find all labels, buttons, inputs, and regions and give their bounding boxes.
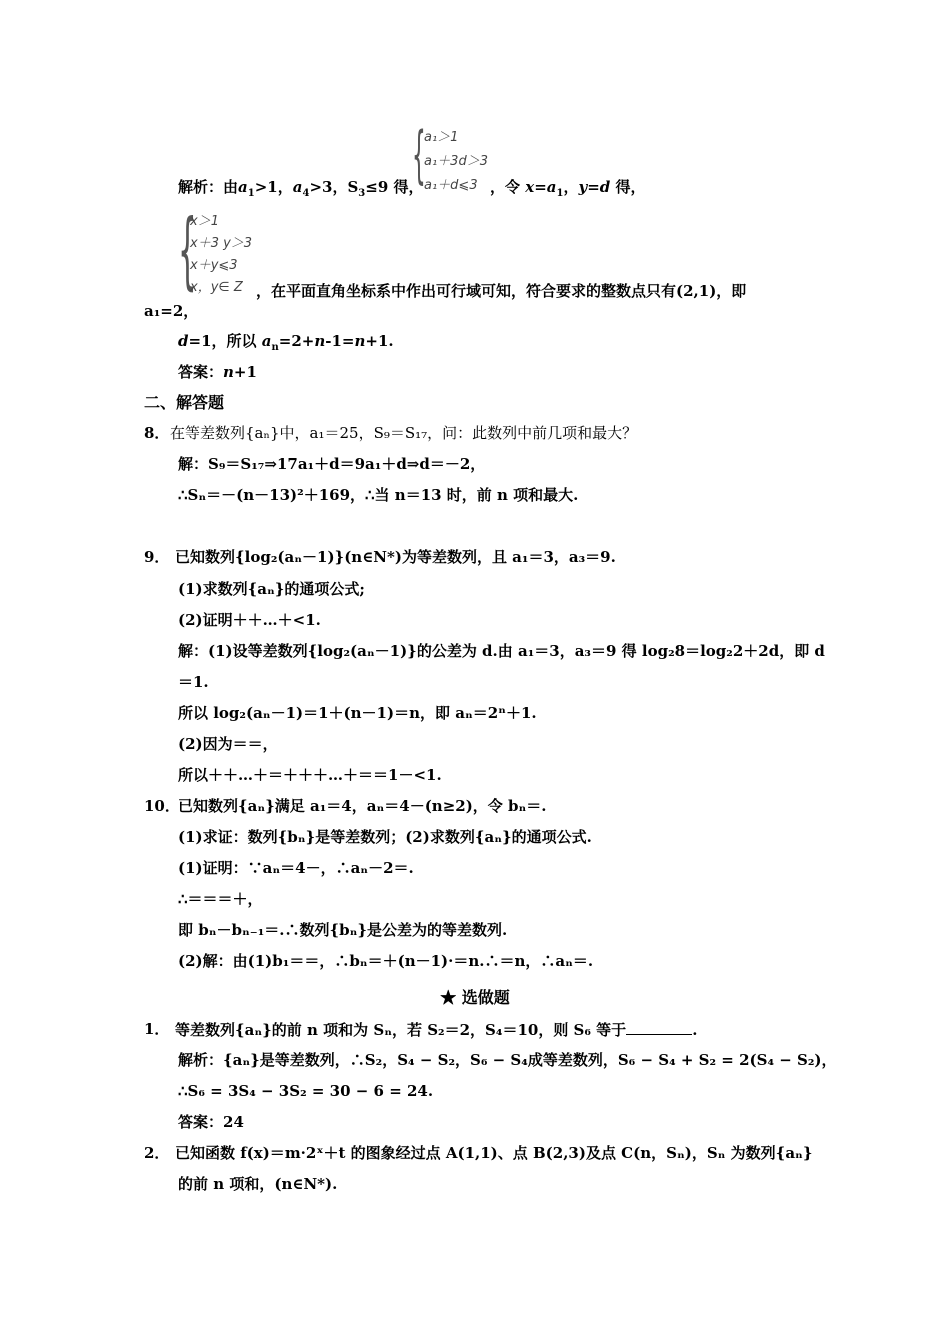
system-row: a₁＞1: [424, 130, 459, 145]
system-row: a₁＋d⩽3: [424, 178, 478, 193]
q8-question: 在等差数列{aₙ}中，a₁＝25，S₉＝S₁₇，问：此数列中前几项和最大？: [170, 424, 638, 442]
system-row: x，y∈ Z: [190, 280, 243, 295]
system-row: x＋3 y＞3: [190, 236, 253, 251]
q9-solution-1: 解：(1)设等差数列{log₂(aₙ－1)}的公差为 d.由 a₁＝3，a₃＝9 得 log₂8＝log₂2＋2d，即 d: [178, 642, 825, 660]
inequality-system-1: [412, 118, 502, 194]
optional-section-title: ★ 选做题: [440, 988, 510, 1007]
q8-solution-2: ∴Sₙ＝－(n－13)²＋169，∴当 n＝13 时，前 n 项和最大.: [178, 486, 579, 504]
q7-analysis-line-1: 解析：由$a_1>1$，$a_4>3$，$S_3\le 9$ 得，: [178, 178, 424, 199]
q7-answer: 答案：n+1: [178, 363, 257, 381]
o1-analysis-1: 解析：{aₙ}是等差数列，∴S₂，S₄ − S₂，S₆ − S₄成等差数列，S₆ − S₄ + S₂ = 2(S₄ − S₂)，: [178, 1051, 837, 1069]
answer-blank: [626, 1020, 692, 1035]
q7-analysis-line-2: ，在平面直角坐标系中作出可行域可知，符合要求的整数点只有(2,1)，即: [256, 282, 747, 300]
o2-question-2: 的前 n 项和，(n∈N*).: [178, 1175, 338, 1193]
q9-question: 已知数列{log₂(aₙ－1)}(n∈N*)为等差数列，且 a₁＝3，a₃＝9.: [175, 548, 616, 566]
q8-solution-1: 解：S₉＝S₁₇⇒17a₁＋d＝9a₁＋d⇒d＝－2，: [178, 455, 486, 473]
q9-solution-4: (2)因为＝＝，: [178, 735, 278, 753]
q7-analysis-line-1b: ，令 $x=a_1$，y=d 得，: [490, 178, 646, 199]
o1-analysis-2: ∴S₆ = 3S₄ − 3S₂ = 30 − 6 = 24.: [178, 1082, 434, 1100]
o1-answer: 答案：24: [178, 1113, 244, 1131]
brace-icon: {: [412, 118, 426, 191]
q9-part-1: (1)求数列{aₙ}的通项公式;: [178, 580, 365, 598]
q9-solution-2: ＝1.: [178, 673, 209, 691]
q8-number: 8．: [144, 424, 170, 442]
q10-number: 10．: [144, 797, 180, 815]
o1-question: 等差数列{aₙ}的前 n 项和为 Sₙ，若 S₂＝2，S₄＝10，则 S₆ 等于 .: [175, 1021, 698, 1039]
o1-number: 1．: [144, 1020, 170, 1038]
system-row: x＋y⩽3: [190, 258, 238, 273]
q10-solution-4: (2)解：由(1)b₁＝＝，∴bₙ＝＋(n－1)·＝n.∴＝n，∴aₙ＝.: [178, 952, 594, 970]
q9-number: 9．: [144, 548, 170, 566]
q7-analysis-line-3: a₁=2，: [144, 302, 199, 320]
q10-solution-1: (1)证明：∵aₙ＝4－，∴aₙ－2＝.: [178, 859, 414, 877]
q9-solution-3: 所以 log₂(aₙ－1)＝1＋(n－1)＝n，即 aₙ＝2ⁿ＋1.: [178, 704, 537, 722]
q10-parts: (1)求证：数列{bₙ}是等差数列；(2)求数列{aₙ}的通项公式.: [178, 828, 592, 846]
q10-solution-3: 即 bₙ－bₙ₋₁＝.∴数列{bₙ}是公差为的等差数列.: [178, 921, 508, 939]
o2-number: 2．: [144, 1144, 170, 1162]
q9-part-2: (2)证明＋＋…＋<1.: [178, 611, 321, 629]
q9-solution-5: 所以＋＋…＋＝＋＋＋…＋＝＝1－<1.: [178, 766, 442, 784]
section-title: 二、解答题: [144, 393, 225, 412]
inequality-system-2: [178, 201, 268, 299]
q7-analysis-line-4: d=1，所以 $a_n=2+n-1=n+1$.: [178, 332, 394, 353]
o2-question-1: 已知函数 f(x)＝m·2ˣ＋t 的图象经过点 A(1,1)、点 B(2,3)及点 C(n，Sₙ)，Sₙ 为数列{aₙ}: [175, 1144, 813, 1162]
q10-solution-2: ∴＝＝＝＋，: [178, 890, 263, 908]
brace-icon: {: [178, 201, 197, 299]
q10-question: 已知数列{aₙ}满足 a₁＝4，aₙ＝4－(n≥2)，令 bₙ＝.: [178, 797, 547, 815]
system-row: a₁＋3d＞3: [424, 154, 488, 169]
system-row: x＞1: [190, 214, 219, 229]
